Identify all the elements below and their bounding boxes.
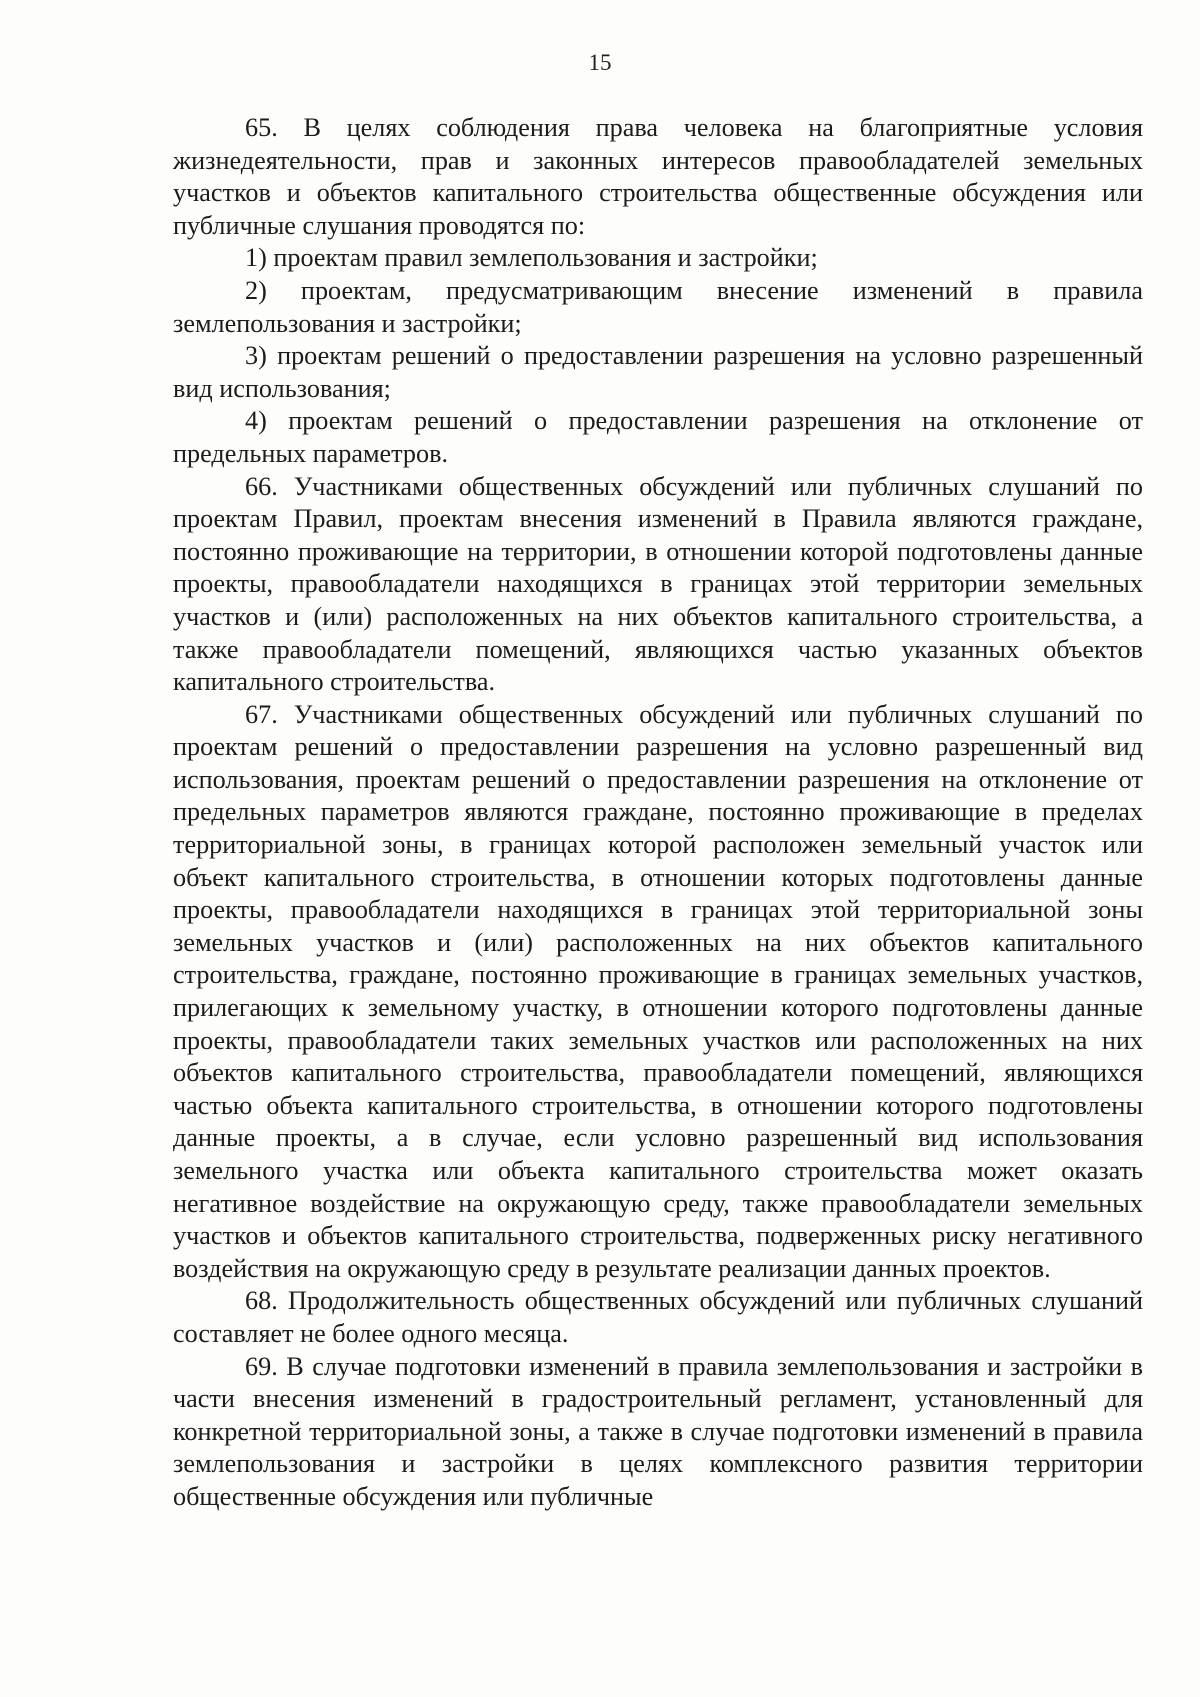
document-body bbox=[173, 112, 1143, 1514]
paragraph-66: 66. Участниками общественных обсуждений или публичных слушаний по проектам Правил, проектам внесения изменений в Правила являются граждане, постоянно проживающие на территории, в отношении которой подготовлены данные проекты, правообладатели находящихся в границах этой территории земельных участков и (или) расположенных на них объектов капитального строительства, а также правообладатели помещений, являющихся частью указанных объектов капитального строительства. bbox=[173, 471, 1143, 697]
page-number: 15 bbox=[588, 50, 612, 75]
list-item-2: 2) проектам, предусматривающим внесение изменений в правила землепользования и застройки; bbox=[173, 275, 1143, 338]
list-item-4: 4) проектам решений о предоставлении разрешения на отклонение от предельных параметров. bbox=[173, 406, 1143, 468]
paragraph-67: 67. Участниками общественных обсуждений или публичных слушаний по проектам решений о предоставлении разрешения на условно разрешенный вид использования, проектам решений о предоставлении разрешения на отклонение от предельных параметров являются граждане, постоянно проживающие в пределах территориальной зоны, в границах которой расположен земельный участок или объект капитального строительства, в отношении которых подготовлены данные проекты, правообладатели находящихся в границах этой территориальной зоны земельных участков и (или) расположенных на них объектов капитального строительства, граждане, постоянно проживающие в границах земельных участков, прилегающих к земельному участку, в отношении которого подготовлены данные проекты, правообладатели таких земельных участков или расположенных на них объектов капитального строительства, правообладатели помещений, являющихся частью объекта капитального строительства, в отношении которого подготовлены данные проекты, а в случае, если условно разрешенный вид использования земельного участка или объекта капитального строительства может оказать негативное воздействие на окружающую среду, также правообладатели земельных участков и объектов капитального строительства, подверженных риску негативного воздействия на окружающую среду в результате реализации данных проектов. bbox=[173, 699, 1143, 1283]
paragraph-65: 65. В целях соблюдения права человека на благоприятные условия жизнедеятельности, прав и законных интересов правообладателей земельных участков и объектов капитального строительства общественные обсуждения или публичные слушания проводятся по: bbox=[173, 113, 1143, 240]
paragraph-68: 68. Продолжительность общественных обсуждений или публичных слушаний составляет не более одного месяца. bbox=[173, 1286, 1143, 1348]
list-item-3: 3) проектам решений о предоставлении разрешения на условно разрешенный вид использования; bbox=[173, 341, 1143, 403]
paragraph-69: 69. В случае подготовки изменений в правила землепользования и застройки в части внесения изменений в градостроительный регламент, установленный для конкретной территориальной зоны, а также в случае подготовки изменений в правила землепользования и застройки в целях комплексного развития территории общественные обсуждения или публичные bbox=[173, 1351, 1143, 1511]
list-item-1: 1) проектам правил землепользования и застройки; bbox=[245, 243, 818, 273]
